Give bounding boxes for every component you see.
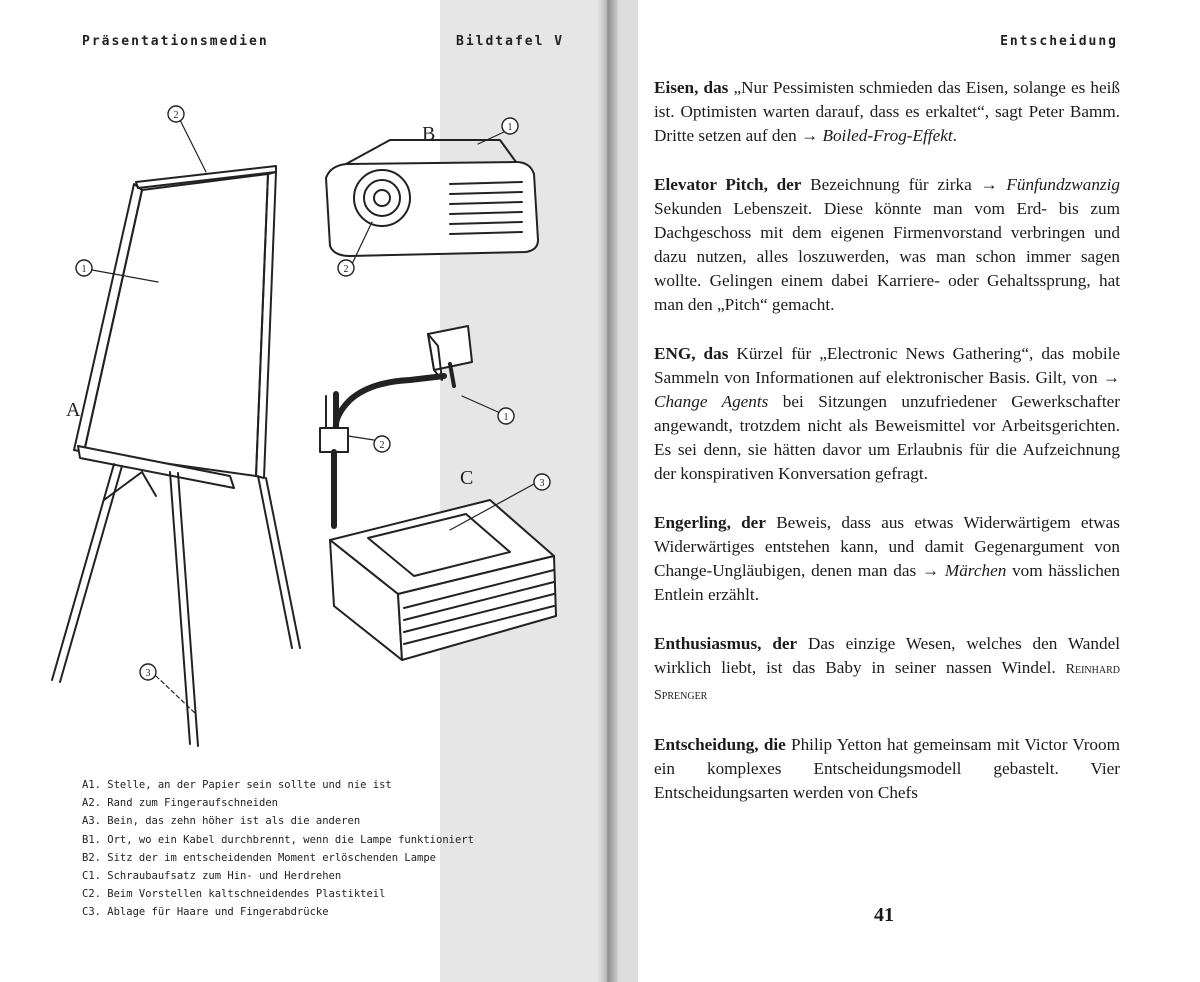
running-head-right: Entscheidung [1000,34,1118,49]
legend-item: C1. Schraubaufsatz zum Hin- und Herdrehen [82,870,342,883]
overhead-projector [320,326,556,660]
figure-label-c: C [460,467,474,489]
glossary-entry [654,76,1120,148]
running-head-left: Präsentationsmedien [82,34,269,49]
legend-item: B2. Sitz der im entscheidenden Moment erlöschenden Lampe [82,851,437,864]
callout-a2: 2 [173,110,179,121]
glossary-entry [654,632,1120,708]
glossary-entry [654,342,1120,486]
entry-term: Eisen, das [654,78,729,97]
callout-a3: 3 [145,668,151,679]
entry-term: Elevator Pitch, der [654,175,802,194]
glossary-entry [654,733,1120,805]
entry-text: Kürzel für „Electronic News Gathering“, das mobile Sammeln von Informationen auf elektronischer Basis. Gilt, von [654,344,1120,387]
presentation-media-illustration [30,100,570,760]
legend-item: B1. Ort, wo ein Kabel durchbrennt, wenn die Lampe funktioniert [82,833,474,846]
entry-term: Enthusiasmus, der [654,634,798,653]
entry-term: Engerling, der [654,513,766,532]
callout-c2: 2 [379,440,385,451]
quote-author: Reinhard Sprenger [654,662,1120,703]
entry-text-end: vom hässlichen Entlein erzählt. [654,561,1121,604]
entry-term: ENG, das [654,344,729,363]
entry-cross-reference: → Fünfundzwanzig [980,175,1120,194]
left-page [0,0,596,982]
legend-item: A1. Stelle, an der Papier sein sollte und nie ist [82,779,392,791]
entry-cross-reference: → Change Agents [654,368,1120,411]
section-head: Bildtafel V [456,34,565,49]
legend-item: A3. Bein, das zehn höher ist als die anderen [82,815,361,828]
entry-text-end: bei Sitzungen unzufriedener Gewerkschafter angewandt, trotzdem nicht als Beweismittel vor Arbeitsgerichten. Es sei denn, sie hätten davor um Erlaubnis für die Aufzeichnung der konspirativen Konversation gefragt. [654,392,1120,483]
page-number: 41 [874,904,894,926]
entry-text: Beweis, dass aus etwas Widerwärtigem etwas Widerwärtiges entstehen kann, und damit Gegenargument von Change-Ungläubigen, denen man das [654,513,1120,580]
glossary-entry [654,173,1120,317]
legend-item: C3. Ablage für Haare und Fingerabdrücke [82,906,329,919]
callout-b1: 1 [507,122,513,133]
figure-legend [82,776,522,922]
entry-text: „Nur Pessimisten schmieden das Eisen, solange es heiß ist. Optimisten warten darauf, dass es erkaltet“, sagt Peter Bamm. Dritte setzen auf den [654,78,1120,145]
glossary-entry [654,511,1120,607]
callout-c3: 3 [539,478,545,489]
entry-text: Bezeichnung für zirka [801,175,981,194]
entry-text-end: Sekunden Lebenszeit. Diese könnte man vom Erd- bis zum Dachgeschoss mit dem eigenen Firmenvorstand verbringen und dazu nutzen, alles loszuwerden, was man schon immer sagen wollte. Gelingen einem dabei Karriere- oder Gehaltssprung, hat man den „Pitch“ gemacht. [654,199,1120,314]
entry-cross-reference: → Boiled-Frog-Effekt [800,126,953,145]
glossary-entries [654,76,1120,830]
legend-item: C2. Beim Vorstellen kaltschneidendes Plastikteil [82,888,386,901]
entry-term: Entscheidung, die [654,735,786,754]
right-page [618,0,1200,982]
entry-text: Philip Yetton hat gemeinsam mit Victor Vroom ein komplexes Entscheidungsmodell gebastelt. Vier Entscheidungsarten werden von Chefs [654,735,1120,802]
callout-c1: 1 [503,412,509,423]
book-gutter [596,0,618,982]
callout-a1: 1 [81,264,87,275]
entry-cross-reference: → Märchen [921,561,1007,580]
callout-b2: 2 [343,264,349,275]
flipchart-easel [52,106,300,746]
page-shadow [618,0,638,982]
figure-label-b: B [422,123,436,145]
entry-text-end: . [952,126,957,145]
entry-text: Das einzige Wesen, welches den Wandel wirklich liebt, ist das Baby in seiner nassen Windel. [654,634,1120,677]
legend-item: A2. Rand zum Fingeraufschneiden [82,797,278,810]
figure-label-a: A [66,399,81,421]
